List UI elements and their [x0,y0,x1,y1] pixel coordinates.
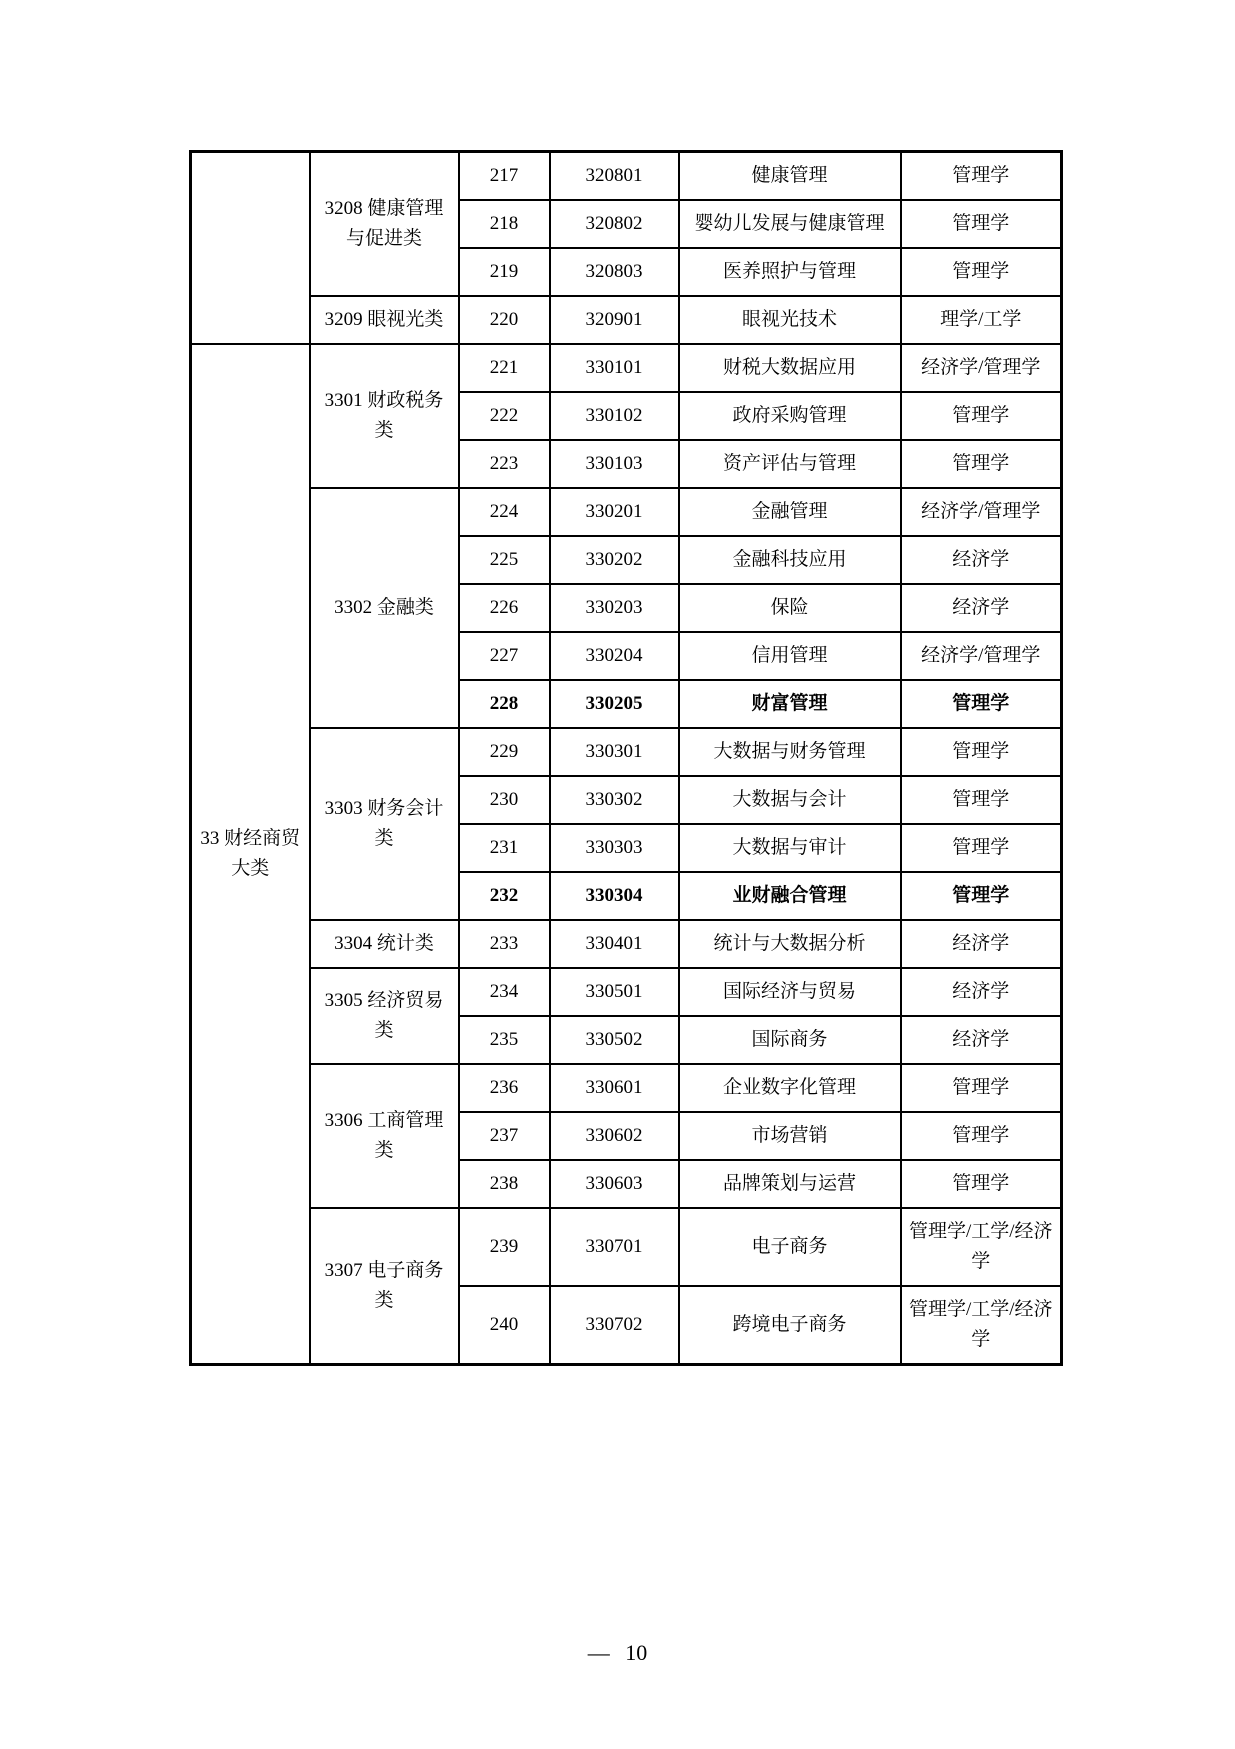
major-number-cell: 239 [459,1208,550,1286]
majors-table-body [191,152,1062,1365]
major-code-cell: 330501 [550,968,679,1016]
degree-type-cell: 经济学 [901,584,1062,632]
degree-type-cell: 管理学/工学/经济学 [901,1208,1062,1286]
degree-type-cell: 管理学 [901,440,1062,488]
table-row [191,1064,1062,1112]
major-name-cell: 财税大数据应用 [679,344,901,392]
degree-type-cell: 经济学 [901,920,1062,968]
major-code-cell: 330101 [550,344,679,392]
major-name-cell: 眼视光技术 [679,296,901,344]
table-row [191,728,1062,776]
major-number-cell: 230 [459,776,550,824]
major-number-cell: 233 [459,920,550,968]
major-code-cell: 320803 [550,248,679,296]
major-number-cell: 222 [459,392,550,440]
major-number-cell: 217 [459,152,550,201]
table-row [191,296,1062,344]
degree-type-cell: 管理学 [901,1064,1062,1112]
degree-type-cell: 管理学 [901,248,1062,296]
major-number-cell: 237 [459,1112,550,1160]
degree-type-cell: 管理学 [901,200,1062,248]
major-code-cell: 330204 [550,632,679,680]
major-name-cell: 大数据与会计 [679,776,901,824]
major-number-cell: 240 [459,1286,550,1365]
major-code-cell: 330602 [550,1112,679,1160]
subcategory-cell: 3302 金融类 [310,488,459,728]
major-number-cell: 236 [459,1064,550,1112]
degree-type-cell: 管理学 [901,152,1062,201]
page-number: — 10 [587,1640,648,1665]
degree-type-cell: 管理学 [901,872,1062,920]
major-name-cell: 婴幼儿发展与健康管理 [679,200,901,248]
major-number-cell: 238 [459,1160,550,1208]
degree-type-cell: 管理学 [901,1160,1062,1208]
degree-type-cell: 经济学 [901,1016,1062,1064]
major-code-cell: 330303 [550,824,679,872]
major-name-cell: 国际商务 [679,1016,901,1064]
major-number-cell: 227 [459,632,550,680]
major-name-cell: 金融管理 [679,488,901,536]
subcategory-cell: 3303 财务会计类 [310,728,459,920]
major-name-cell: 金融科技应用 [679,536,901,584]
degree-type-cell: 管理学 [901,680,1062,728]
degree-type-cell: 管理学 [901,1112,1062,1160]
major-code-cell: 330102 [550,392,679,440]
degree-type-cell: 管理学 [901,824,1062,872]
major-name-cell: 企业数字化管理 [679,1064,901,1112]
degree-type-cell: 管理学/工学/经济学 [901,1286,1062,1365]
major-code-cell: 330203 [550,584,679,632]
major-code-cell: 320802 [550,200,679,248]
major-name-cell: 资产评估与管理 [679,440,901,488]
table-row [191,968,1062,1016]
major-number-cell: 224 [459,488,550,536]
major-number-cell: 220 [459,296,550,344]
major-name-cell: 国际经济与贸易 [679,968,901,1016]
major-name-cell: 保险 [679,584,901,632]
subcategory-cell: 3305 经济贸易类 [310,968,459,1064]
major-number-cell: 221 [459,344,550,392]
major-code-cell: 330603 [550,1160,679,1208]
major-code-cell: 320801 [550,152,679,201]
subcategory-cell: 3301 财政税务类 [310,344,459,488]
major-code-cell: 320901 [550,296,679,344]
major-number-cell: 226 [459,584,550,632]
subcategory-cell: 3306 工商管理类 [310,1064,459,1208]
degree-type-cell: 理学/工学 [901,296,1062,344]
major-number-cell: 235 [459,1016,550,1064]
major-name-cell: 大数据与财务管理 [679,728,901,776]
degree-type-cell: 经济学/管理学 [901,632,1062,680]
major-code-cell: 330302 [550,776,679,824]
degree-type-cell: 经济学/管理学 [901,344,1062,392]
major-name-cell: 信用管理 [679,632,901,680]
table-row [191,152,1062,201]
subcategory-cell: 3307 电子商务类 [310,1208,459,1365]
subcategory-cell: 3208 健康管理与促进类 [310,152,459,297]
major-code-cell: 330103 [550,440,679,488]
major-number-cell: 231 [459,824,550,872]
major-name-cell: 业财融合管理 [679,872,901,920]
major-name-cell: 财富管理 [679,680,901,728]
degree-type-cell: 经济学/管理学 [901,488,1062,536]
major-name-cell: 统计与大数据分析 [679,920,901,968]
table-row [191,1208,1062,1286]
major-code-cell: 330701 [550,1208,679,1286]
major-code-cell: 330401 [550,920,679,968]
major-code-cell: 330304 [550,872,679,920]
majors-table [189,150,1063,1366]
table-row [191,344,1062,392]
table-row [191,920,1062,968]
major-name-cell: 电子商务 [679,1208,901,1286]
major-number-cell: 219 [459,248,550,296]
major-code-cell: 330205 [550,680,679,728]
major-code-cell: 330601 [550,1064,679,1112]
major-name-cell: 政府采购管理 [679,392,901,440]
category-cell: 33 财经商贸大类 [191,344,310,1365]
major-number-cell: 229 [459,728,550,776]
subcategory-cell: 3209 眼视光类 [310,296,459,344]
table-row [191,488,1062,536]
major-number-cell: 223 [459,440,550,488]
major-number-cell: 232 [459,872,550,920]
major-name-cell: 大数据与审计 [679,824,901,872]
major-code-cell: 330201 [550,488,679,536]
major-code-cell: 330702 [550,1286,679,1365]
major-name-cell: 医养照护与管理 [679,248,901,296]
major-number-cell: 218 [459,200,550,248]
degree-type-cell: 经济学 [901,968,1062,1016]
major-name-cell: 品牌策划与运营 [679,1160,901,1208]
major-number-cell: 225 [459,536,550,584]
category-cell [191,152,310,345]
major-name-cell: 跨境电子商务 [679,1286,901,1365]
major-code-cell: 330301 [550,728,679,776]
major-code-cell: 330502 [550,1016,679,1064]
degree-type-cell: 管理学 [901,728,1062,776]
degree-type-cell: 管理学 [901,392,1062,440]
major-name-cell: 健康管理 [679,152,901,201]
major-number-cell: 228 [459,680,550,728]
subcategory-cell: 3304 统计类 [310,920,459,968]
major-number-cell: 234 [459,968,550,1016]
major-name-cell: 市场营销 [679,1112,901,1160]
degree-type-cell: 管理学 [901,776,1062,824]
major-code-cell: 330202 [550,536,679,584]
degree-type-cell: 经济学 [901,536,1062,584]
